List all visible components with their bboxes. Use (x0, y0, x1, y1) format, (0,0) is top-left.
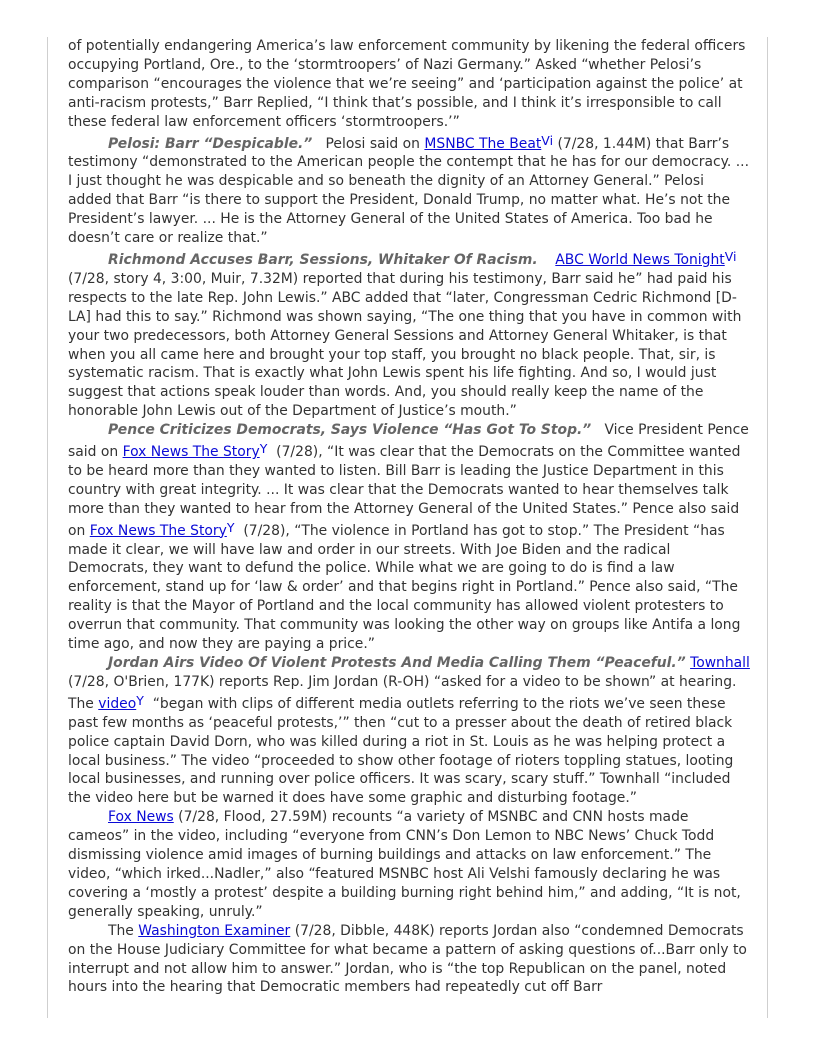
source-link-msnbc-the-beat[interactable]: MSNBC The Beat (424, 135, 542, 152)
source-link-washington-examiner[interactable]: Washington Examiner (138, 922, 291, 939)
video-marker[interactable]: Y (259, 441, 268, 457)
source-link-fox-news-the-story-2[interactable]: Fox News The Story (89, 522, 227, 539)
paragraph-pelosi-despicable (68, 132, 751, 248)
paragraph-barr-stormtroopers (68, 37, 751, 132)
paragraph-richmond-racism (68, 248, 751, 421)
paragraph-text: Pelosi said on (325, 135, 420, 152)
section-heading: Pelosi: Barr “Despicable.” (108, 135, 313, 152)
source-link-fox-news-the-story[interactable]: Fox News The Story (122, 444, 260, 461)
paragraph-washington-examiner (68, 922, 751, 998)
paragraph-text: (7/28, Dibble, 448K) reports Jordan also “condemned Democrats on the House Judiciary Committee for what became a pattern of asking questions of...Barr only to interrupt and not allow him to answer.” Jordan, who is “the top Republican on the panel, noted hours into the hearing that Democratic members had repeatedly cut off Barr (68, 922, 747, 996)
source-link-video[interactable]: video (98, 695, 137, 712)
paragraph-jordan-video (68, 654, 751, 808)
section-heading: Pence Criticizes Democrats, Says Violence “Has Got To Stop.” (108, 422, 592, 439)
paragraph-pence-criticizes (68, 421, 751, 654)
paragraph-text: (7/28, Flood, 27.59M) recounts “a variety of MSNBC and CNN hosts made cameos” in the video, including “everyone from CNN’s Don Lemon to NBC News’ Chuck Todd dismissing violence amid images of burning buildings and attacks on law enforcement.” The video, “which irked...Nadler,” also “featured MSNBC host Ali Velshi famously declaring he was covering a ‘mostly a protest’ despite a building burning right behind him,” and adding, “It is not, generally speaking, unruly.” (68, 809, 741, 920)
paragraph-text: (7/28, 1.44M) that Barr’s testimony “demonstrated to the American people the contempt that he has for our democracy. ... I just thought he was despicable and so beneath the dignity of an Attorney General.” Pelosi added that Barr “is there to support the President, Donald Trump, no matter what. He’s not the President’s lawyer. ... He is the Attorney General of the United States of America. Too bad he doesn’t care or realize that.” (68, 135, 749, 247)
video-marker[interactable]: Vi (541, 132, 554, 148)
paragraph-text: The (108, 922, 134, 939)
left-margin-rule (47, 37, 48, 1018)
right-margin-rule (767, 37, 768, 1018)
paragraph-text: (7/28), “The violence in Portland has got to stop.” The President “has made it clear, we will have law and order in our streets. With Joe Biden and the radical Democrats, they want to defund the police. While what we are going to do is find a law enforcement, stand up for ‘law & order’ and that begins right in Portland.” Pence also said, “The reality is that the Mayor of Portland and the local community has allowed violent protesters to overrun that community. That community was looking the other way on groups like Antifa a long time ago, and now they are paying a price.” (68, 522, 741, 653)
source-link-abc-world-news-tonight[interactable]: ABC World News Tonight (555, 251, 725, 268)
paragraph-fox-news-cameos (68, 808, 751, 921)
paragraph-text: Vice President Pence said on (68, 422, 749, 461)
paragraph-text: of potentially endangering America’s law enforcement community by likening the federal officers occupying Portland, Ore., to the ‘stormtroopers’ of Nazi Germany.” Asked “whether Pelosi’s comparison “encourages the violence that we’re seeing” and ‘participation against the police’ at anti-racism protests,” Barr Replied, “I think that’s possible, and I think it’s irresponsible to call these federal law enforcement officers ‘stormtroopers.’” (68, 38, 746, 130)
video-marker[interactable]: Vi (724, 248, 737, 264)
paragraph-text: (7/28, O'Brien, 177K) reports Rep. Jim Jordan (R-OH) “asked for a video to be shown” at hearing. The (68, 673, 737, 712)
video-marker[interactable]: Y (226, 519, 235, 535)
document-page (68, 37, 751, 997)
paragraph-text: “began with clips of different media outlets referring to the riots we’ve seen these past few months as ‘peaceful protests,’” then “cut to a presser about the death of retired black police captain David Dorn, who was killed during a riot in St. Louis as he was helping protect a local business.” The video “proceeded to show other footage of rioters toppling statues, looting local businesses, and running over police officers. It was scary, scary stuff.” Townhall “included the video here but be warned it does have some graphic and disturbing footage.” (68, 695, 734, 807)
source-link-fox-news[interactable]: Fox News (108, 809, 174, 826)
section-heading: Jordan Airs Video Of Violent Protests And Media Calling Them “Peaceful.” (108, 655, 686, 671)
video-marker[interactable]: Y (136, 692, 144, 708)
source-link-townhall[interactable]: Townhall (690, 655, 750, 671)
section-heading: Richmond Accuses Barr, Sessions, Whitaker Of Racism. (108, 251, 538, 268)
paragraph-text: (7/28, story 4, 3:00, Muir, 7.32M) reported that during his testimony, Barr said he” had paid his respects to the late Rep. John Lewis.” ABC added that “later, Congressman Cedric Richmond [D-LA] had this to say.” Richmond was shown saying, “The one thing that you have in common with your two predecessors, both Attorney General Sessions and Attorney General Whitaker, is that when you all came here and brought your top staff, you brought no black people. That, sir, is systematic racism. That is exactly what John Lewis spent his life fighting. And so, I would just suggest that actions speak louder than words. And, you should really keep the name of the honorable John Lewis out of the Department of Justice’s mouth.” (68, 270, 742, 420)
paragraph-text: (7/28), “It was clear that the Democrats on the Committee wanted to be heard more than they wanted to listen. Bill Barr is leading the Justice Department in this country with great integrity. ... It was clear that the Democrats wanted to hear themselves talk more than they wanted to hear from the Attorney General of the United States.” Pence also said on (68, 444, 741, 539)
